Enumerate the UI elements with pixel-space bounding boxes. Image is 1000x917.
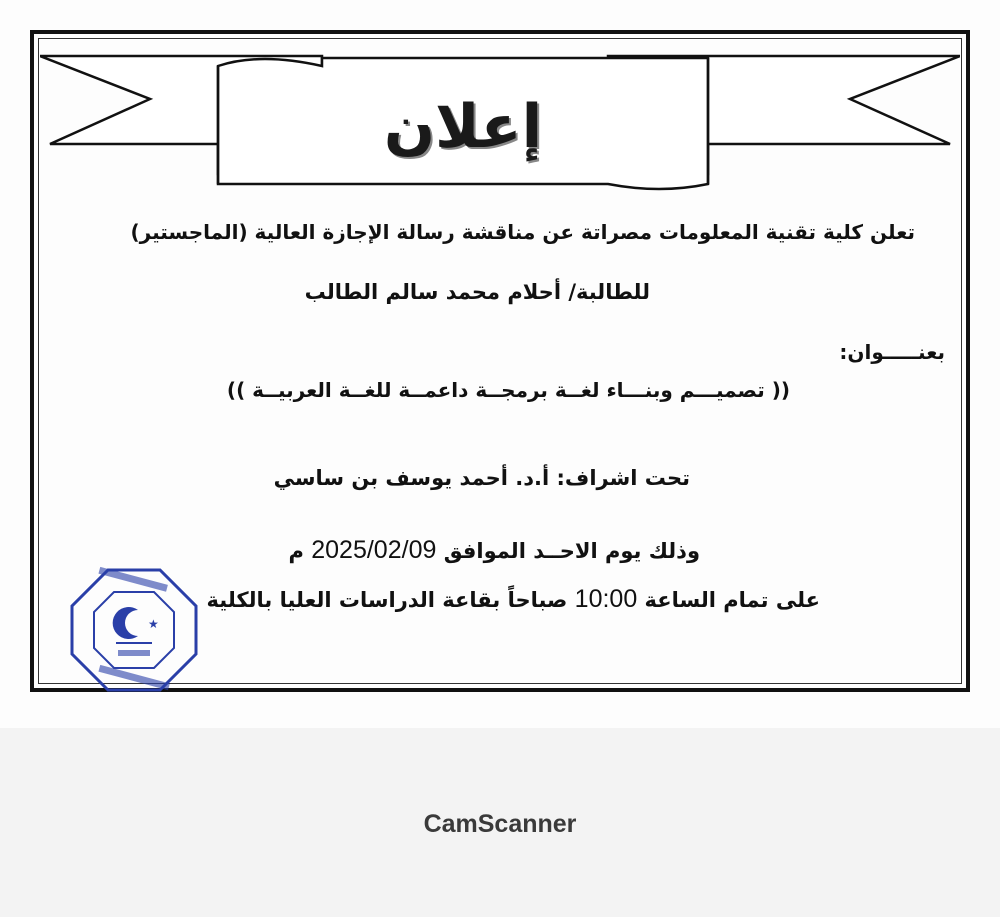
time-line: [200, 585, 820, 614]
camscanner-watermark: CamScanner: [423, 810, 577, 838]
time-suffix: صباحاً بقاعة الدراسات العليا بالكلية: [206, 588, 568, 612]
supervisor: تحت اشراف: أ.د. أحمد يوسف بن ساسي: [273, 466, 690, 490]
announcement-intro: تعلن كلية تقنية المعلومات مصراتة عن مناقشة رسالة الإجازة العالية (الماجستير): [130, 220, 915, 244]
date-suffix: م: [288, 539, 304, 563]
thesis-title-label: بعنـــــوان:: [839, 340, 945, 364]
crescent-icon: [113, 607, 138, 639]
date-value: 2025/02/09: [311, 536, 437, 564]
official-stamp: [68, 566, 200, 694]
star-icon: ★: [148, 617, 159, 631]
thesis-title: (( تصميـــم وبنـــاء لغــة برمجــة داعمــة للغــة العربيــة )): [226, 378, 790, 402]
date-prefix: وذلك يوم الاحــد الموافق: [443, 539, 700, 563]
announcement-title: إعلان: [383, 92, 543, 162]
time-value: 10:00: [574, 585, 638, 613]
date-line: [60, 536, 700, 565]
time-prefix: على تمام الساعة: [644, 588, 820, 612]
student-name: للطالبة/ أحلام محمد سالم الطالب: [304, 280, 650, 304]
